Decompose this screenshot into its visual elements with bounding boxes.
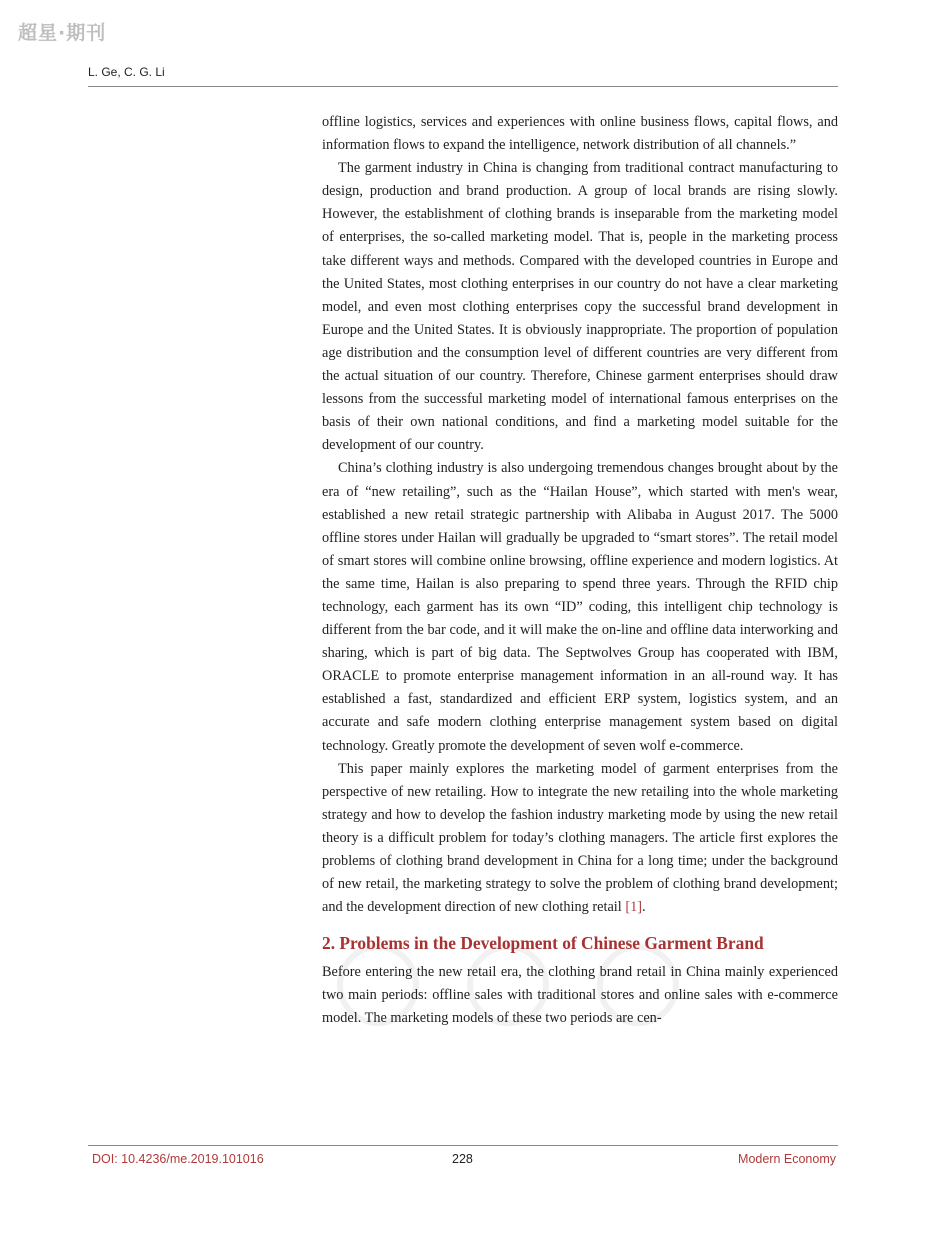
footer-page-number: 228 — [452, 1152, 473, 1166]
header-rule — [88, 86, 838, 87]
section-heading: 2. Problems in the Development of Chinese Garment Brand — [322, 933, 764, 954]
article-body — [322, 111, 838, 1031]
body-paragraph: China’s clothing industry is also undergoing tremendous changes brought about by the era of “new retailing”, such as the “Hailan House”, which started with men's wear, established a new retail strategic partnership with Alibaba in August 2017. The 5000 offline stores under Hailan will gradually be upgraded to “smart stores”. The retail model of smart stores will combine online browsing, offline experience and modern logistics. At the same time, Hailan is also preparing to spend three years. Through the RFID chip technology, each garment has its own “ID” coding, this intelligent chip technology is different from the bar code, and it will make the on-line and offline data interworking and sharing, which is part of big data. The Septwolves Group has cooperated with IBM, ORACLE to promote enterprise management information in an all-round way. It has established a fast, standardized and efficient ERP system, logistics system, and an accurate and safe modern clothing enterprise management system based on digital technology. Greatly promote the development of seven wolf e-commerce. — [322, 460, 838, 754]
body-paragraph: The garment industry in China is changing from traditional contract manufacturing to design, production and brand production. A group of local brands are rising slowly. However, the establishment of clothing brands is inseparable from the marketing model of enterprises, the so-called marketing model. That is, people in the marketing process take different ways and methods. Compared with the developed countries in Europe and the United States, most clothing enterprises in our country do not have a clear marketing model, and even most clothing enterprises copy the successful brand development in Europe and the United States. It is obviously inappropriate. The proportion of population age distribution and the consumption level of different countries are very different from the actual situation of our country. Therefore, Chinese garment enterprises should draw lessons from the successful marketing model of international famous enterprises on the basis of their own national conditions, and find a marketing model suitable for the development of our country. — [322, 160, 838, 454]
footer-rule — [88, 1145, 838, 1146]
body-paragraph: offline logistics, services and experiences with online business flows, capital flows, and information flows to expand the intelligence, network distribution of all channels.” — [322, 114, 838, 154]
citation-link[interactable]: [1] — [625, 899, 642, 916]
paragraph-tail: . — [642, 899, 646, 916]
paragraph-text: This paper mainly explores the marketing model of garment enterprises from the perspective of new retailing. How to integrate the new retailing into the whole marketing strategy and how to develop the fashion industry marketing mode by using the new retail theory is a difficult problem for today’s clothing managers. The article first explores the problems of clothing brand development in China for a long time; under the background of new retail, the marketing strategy to solve the problem of clothing brand development; and the development direction of new clothing retail — [322, 760, 838, 916]
footer-journal-name[interactable]: Modern Economy — [738, 1152, 836, 1166]
body-paragraph-with-citation — [322, 758, 838, 920]
body-paragraph: Before entering the new retail era, the clothing brand retail in China mainly experienced two main periods: offline sales with traditional stores and online sales with e-commerce model. The marketing models of these two periods are cen- — [322, 964, 838, 1027]
footer-doi-link[interactable]: DOI: 10.4236/me.2019.101016 — [92, 1152, 264, 1166]
watermark-logo: 超星·期刊 — [18, 22, 107, 44]
running-head-authors: L. Ge, C. G. Li — [88, 65, 165, 79]
